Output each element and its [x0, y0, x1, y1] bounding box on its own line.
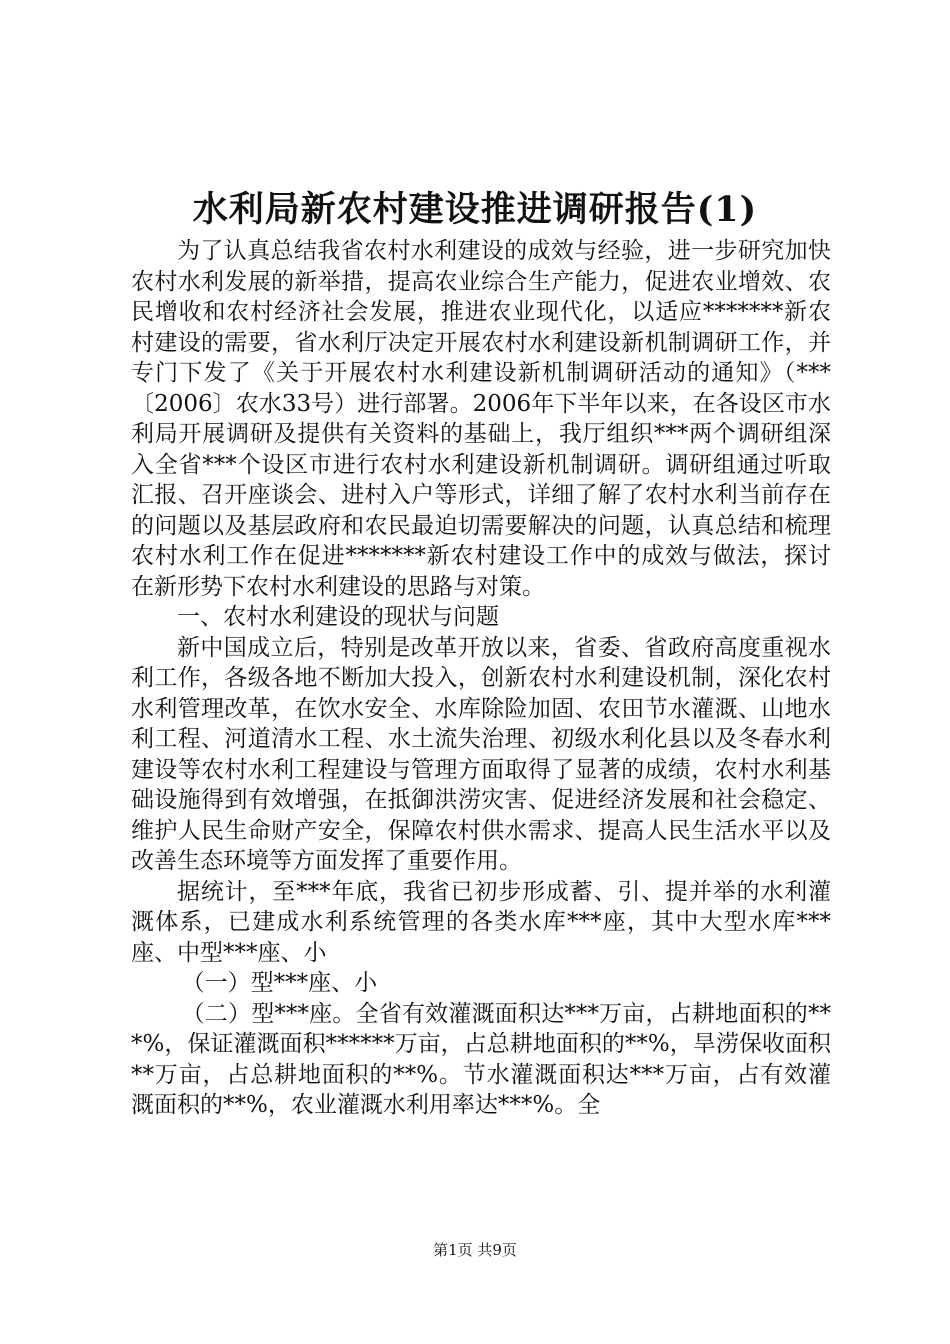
- section-heading: 一、农村水利建设的现状与问题: [177, 604, 499, 630]
- page-footer: 第1页 共9页: [433, 1241, 517, 1259]
- paragraph-statistics: 据统计，至***年底，我省已初步形成蓄、引、提并举的水利灌溉体系，已建成水利系统管理的各类水库***座，其中大型水库***座、中型***座、小: [131, 878, 831, 966]
- paragraph-intro: 为了认真总结我省农村水利建设的成效与经验，进一步研究加快农村水利发展的新举措，提高农业综合生产能力，促进农业增效、农民增收和农村经济社会发展，推进农业现代化，以适应*******新农村建设的需要，省水利厅决定开展农村水利建设新机制调研工作，并专门下发了《关于开展农村水利建设新机制调研活动的通知》（***〔2006〕农水33号）进行部署。2006年下半年以来，在各设区市水利局开展调研及提供有关资料的基础上，我厅组织***两个调研组深入全省***个设区市进行农村水利建设新机制调研。调研组通过听取汇报、召开座谈会、进村入户等形式，详细了解了农村水利当前存在的问题以及基层政府和农民最迫切需要解决的问题，认真总结和梳理农村水利工作在促进*******新农村建设工作中的成效与做法，探讨在新形势下农村水利建设的思路与对策。: [131, 238, 831, 600]
- document-body: [131, 236, 831, 1121]
- paragraph-status: 新中国成立后，特别是改革开放以来，省委、省政府高度重视水利工作，各级各地不断加大投入，创新农村水利建设机制，深化农村水利管理改革，在饮水安全、水库除险加固、农田节水灌溉、山地水利工程、河道清水工程、水土流失治理、初级水利化县以及冬春水利建设等农村水利工程建设与管理方面取得了显著的成绩，农村水利基础设施得到有效增强，在抵御洪涝灾害、促进经济发展和社会稳定、维护人民生命财产安全，保障农村供水需求、提高人民生活水平以及改善生态环境等方面发挥了重要作用。: [131, 634, 831, 874]
- paragraph-item-1: （一）型***座、小: [181, 970, 378, 996]
- paragraph-item-2: （二）型***座。全省有效灌溉面积达***万亩，占耕地面积的***%，保证灌溉面积******万亩，占总耕地面积的**%，旱涝保收面积**万亩，占总耕地面积的**%。节水灌溉面积达***万亩，占有效灌溉面积的**%，农业灌溉水利用率达***%。全: [131, 1000, 831, 1118]
- document-title: 水利局新农村建设推进调研报告(1): [192, 189, 758, 230]
